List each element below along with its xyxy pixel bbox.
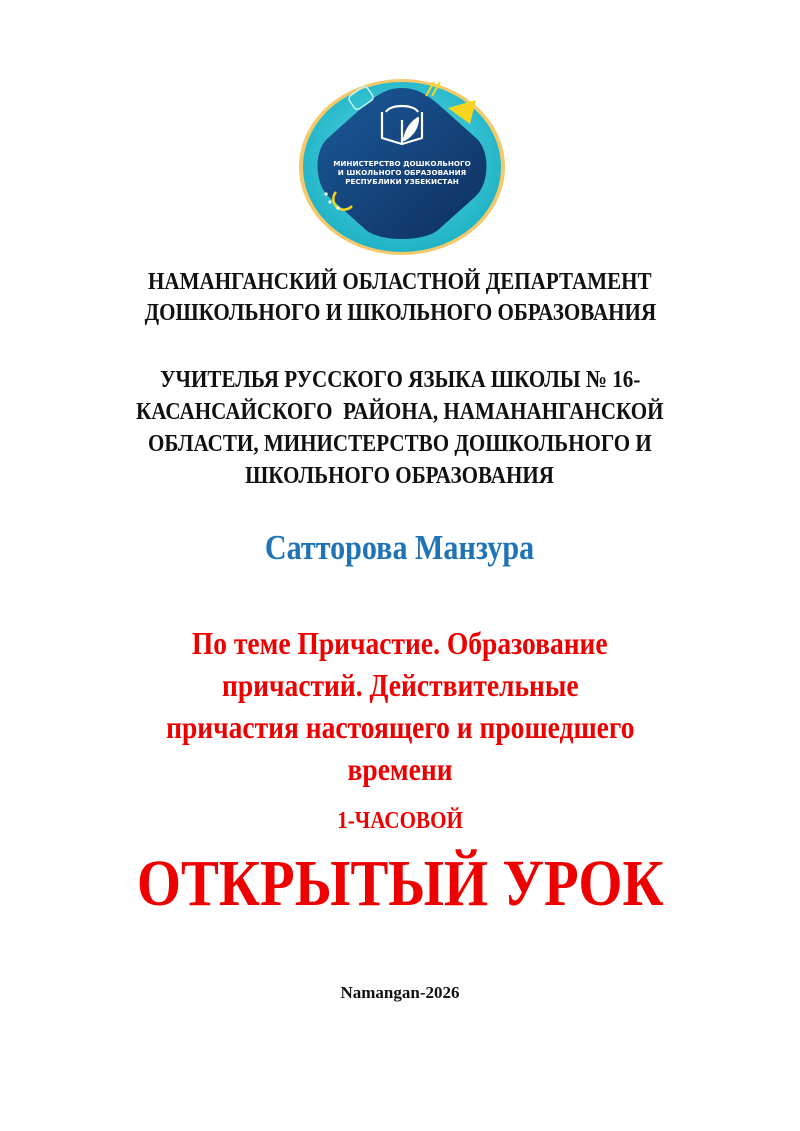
teacher-info — [0, 364, 800, 492]
lesson-type-title — [0, 846, 800, 922]
logo-text-line-1: МИНИСТЕРСТВО ДОШКОЛЬНОГО — [333, 159, 471, 168]
teacher-info-line-2: КАСАНСАЙСКОГО РАЙОНА, НАМАНАНГАНСКОЙ — [136, 398, 664, 425]
logo-text-line-2: И ШКОЛЬНОГО ОБРАЗОВАНИЯ — [337, 168, 467, 177]
logo-text-line-3: РЕСПУБЛИКИ УЗБЕКИСТАН — [345, 177, 459, 186]
ministry-logo — [298, 78, 506, 256]
topic-line-4: времени — [347, 751, 453, 787]
author-name — [0, 526, 800, 570]
topic-line-2: причастий. Действительные — [221, 667, 579, 703]
author-name-text: Сатторова Манзура — [265, 528, 535, 567]
teacher-info-line-3: ОБЛАСТИ, МИНИСТЕРСТВО ДОШКОЛЬНОГО И — [148, 430, 652, 457]
topic-line-3: причастия настоящего и прошедшего — [165, 709, 635, 745]
department-line-2: ДОШКОЛЬНОГО И ШКОЛЬНОГО ОБРАЗОВАНИЯ — [144, 299, 656, 326]
department-line-1: НАМАНГАНСКИЙ ОБЛАСТНОЙ ДЕПАРТАМЕНТ — [148, 268, 652, 295]
lesson-duration — [0, 806, 800, 836]
topic-line-1: По теме Причастие. Образование — [192, 625, 608, 661]
lesson-type-text: ОТКРЫТЫЙ УРОК — [136, 847, 664, 920]
teacher-info-line-4: ШКОЛЬНОГО ОБРАЗОВАНИЯ — [245, 462, 555, 489]
place-year-text: Namangan-2026 — [340, 983, 460, 1002]
department-heading — [0, 266, 800, 328]
teacher-info-line-1: УЧИТЕЛЬЯ РУССКОГО ЯЗЫКА ШКОЛЫ № 16- — [159, 366, 641, 393]
ministry-emblem-icon — [298, 78, 506, 256]
lesson-topic — [0, 622, 800, 790]
duration-text: 1-ЧАСОВОЙ — [337, 807, 463, 834]
place-year — [0, 982, 800, 1004]
